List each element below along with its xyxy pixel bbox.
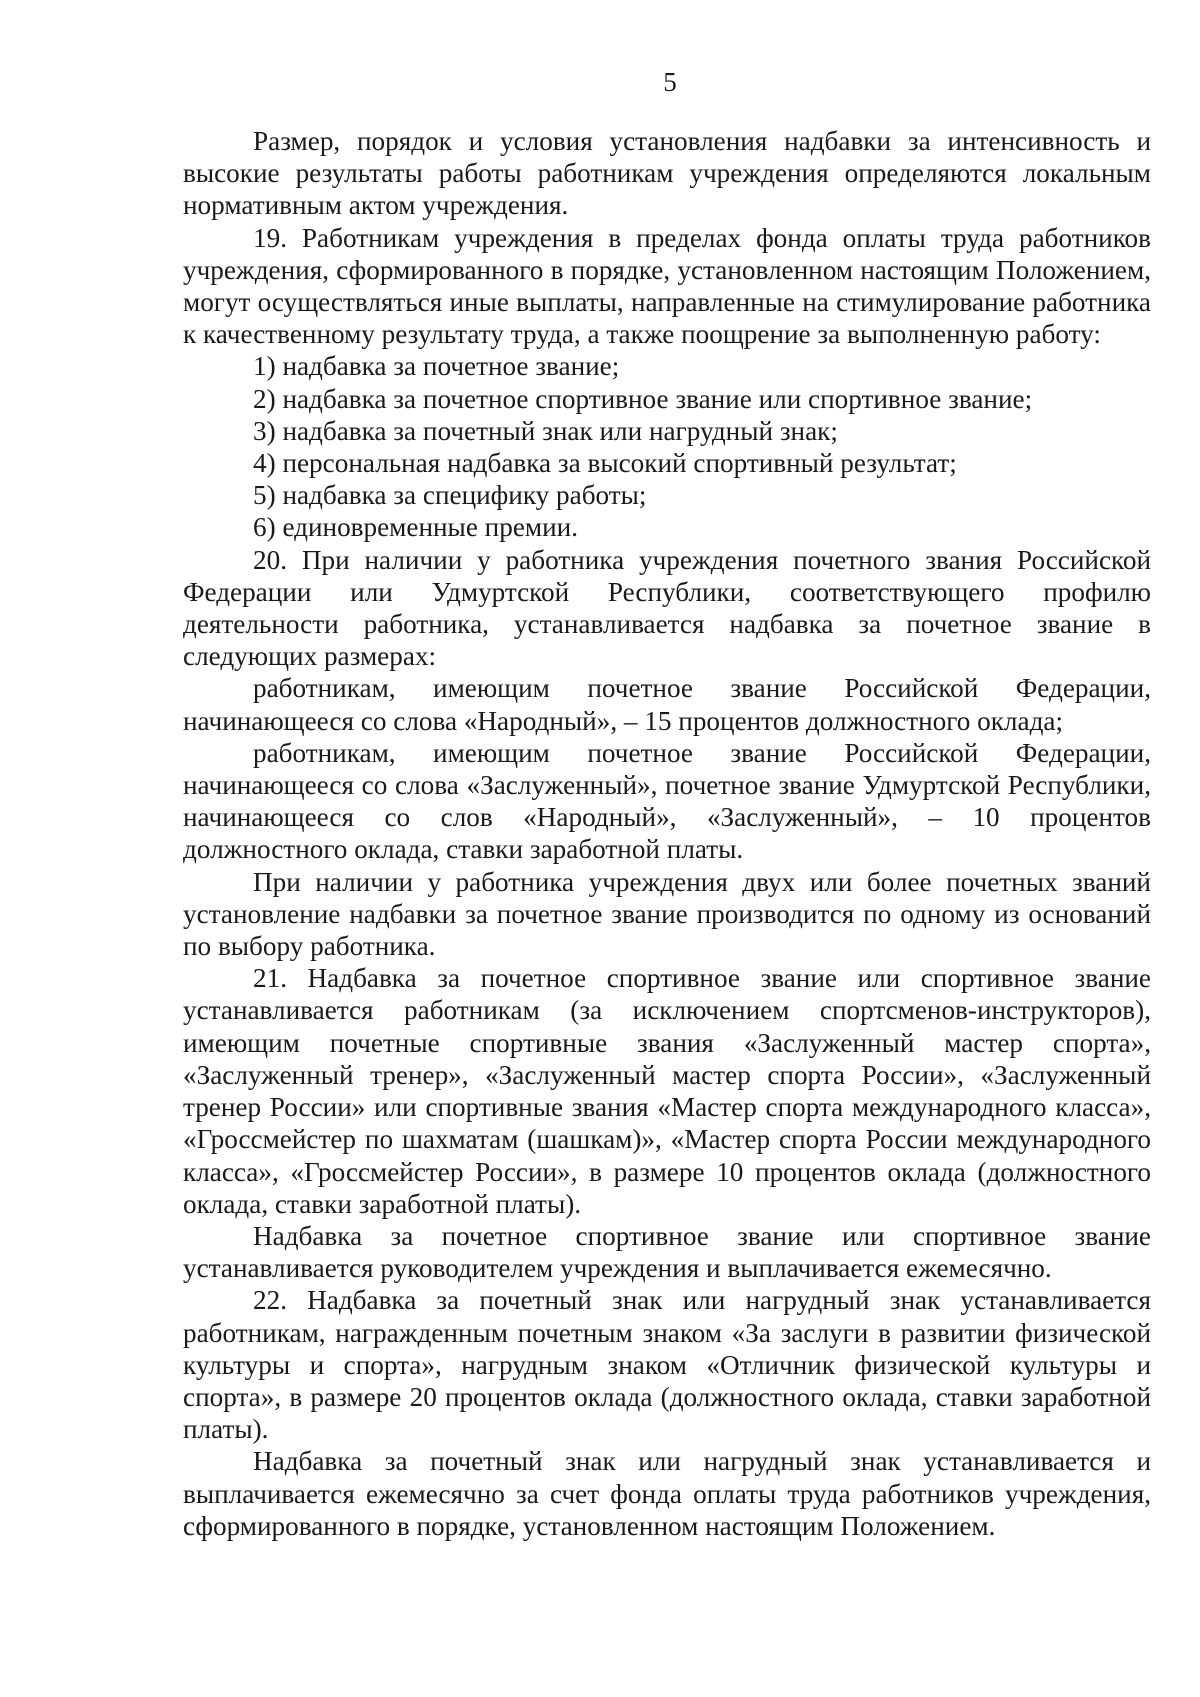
paragraph-honorary-title-zasluzhenny: работникам, имеющим почетное звание Российской Федерации, начинающееся со слова «Заслуженный», почетное звание Удмуртской Республики, начинающееся со слов «Народный», «Заслуженный», – 10 процентов должностного оклада, ставки заработной платы. bbox=[183, 737, 1151, 865]
page-number: 5 bbox=[663, 67, 677, 97]
paragraph-item-21: 21. Надбавка за почетное спортивное звание или спортивное звание устанавливается работникам (за исключением спортсменов-инструкторов), имеющим почетные спортивные звания «Заслуженный мастер спорта», «Заслуженный тренер», «Заслуженный мастер спорта России», «Заслуженный тренер России» или спортивные звания «Мастер спорта международного класса», «Гроссмейстер по шахматам (шашкам)», «Мастер спорта России международного класса», «Гроссмейстер России», в размере 10 процентов оклада (должностного оклада, ставки заработной платы). bbox=[183, 963, 1151, 1219]
list-item: 3) надбавка за почетный знак или нагрудный знак; bbox=[253, 415, 838, 446]
paragraph-badge-payment: Надбавка за почетный знак или нагрудный знак устанавливается и выплачивается ежемесячно за счет фонда оплаты труда работников учреждения, сформированного в порядке, установленном настоящим Положением. bbox=[183, 1446, 1151, 1541]
paragraph-item-22: 22. Надбавка за почетный знак или нагрудный знак устанавливается работникам, награжденным почетным знаком «За заслуги в развитии физической культуры и спорта», нагрудным знаком «Отличник физической культуры и спорта», в размере 20 процентов оклада (должностного оклада, ставки заработной платы). bbox=[183, 1285, 1151, 1445]
list-item: 1) надбавка за почетное звание; bbox=[253, 351, 620, 382]
paragraph-honorary-title-narodny: работникам, имеющим почетное звание Российской Федерации, начинающееся со слова «Народный», – 15 процентов должностного оклада; bbox=[183, 673, 1151, 736]
list-item: 5) надбавка за специфику работы; bbox=[253, 480, 647, 511]
paragraph-multiple-titles: При наличии у работника учреждения двух или более почетных званий установление надбавки за почетное звание производится по одному из оснований по выбору работника. bbox=[183, 866, 1151, 962]
paragraph-item-20: 20. При наличии у работника учреждения почетного звания Российской Федерации или Удмуртской Республики, соответствующего профилю деятельности работника, устанавливается надбавка за почетное звание в следующих размерах: bbox=[183, 544, 1151, 672]
document-body bbox=[183, 125, 1151, 1542]
paragraph-allowance-intensity: Размер, порядок и условия установления надбавки за интенсивность и высокие результаты работы работникам учреждения определяются локальным нормативным актом учреждения. bbox=[183, 126, 1151, 221]
list-item: 2) надбавка за почетное спортивное звание или спортивное звание; bbox=[253, 383, 1033, 414]
paragraph-sport-title-payment: Надбавка за почетное спортивное звание или спортивное звание устанавливается руководителем учреждения и выплачивается ежемесячно. bbox=[183, 1220, 1151, 1284]
list-item: 6) единовременные премии. bbox=[253, 512, 578, 543]
paragraph-item-19: 19. Работникам учреждения в пределах фонда оплаты труда работников учреждения, сформированного в порядке, установленном настоящим Положением, могут осуществляться иные выплаты, направленные на стимулирование работника к качественному результату труда, а также поощрение за выполненную работу: bbox=[183, 222, 1151, 350]
list-item: 4) персональная надбавка за высокий спортивный результат; bbox=[253, 448, 957, 479]
